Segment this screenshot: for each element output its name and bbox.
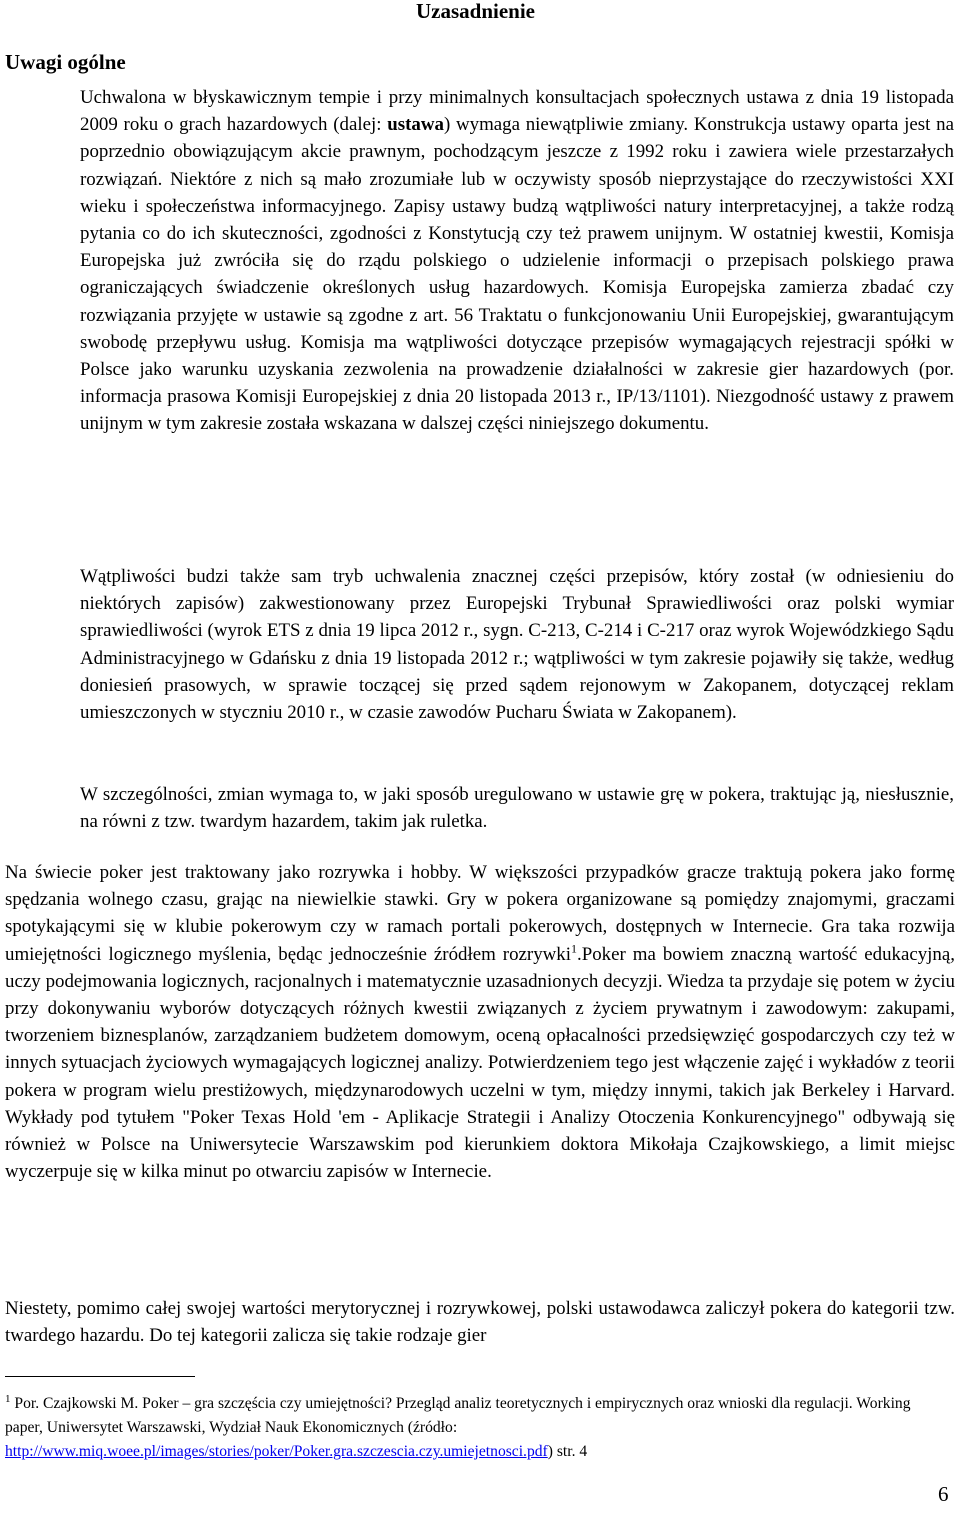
footnote-number: 1 xyxy=(5,1392,11,1405)
paragraph-1-text-b: ) wymaga niewątpliwie zmiany. Konstrukcja ustawy oparta jest na poprzednio obowiązującym akcie prawnym, pochodzącym jeszcze z 1992 roku i zawiera wiele przestarzałych rozwiązań. Niektóre z nich są mało zrozumiałe lub w oczywisty sposób nieprzystające do rzeczywistości XXI wieku i społeczeństwa informacyjnego. Zapisy ustawy budzą wątpliwości natury interpretacyjnej, a także rodzą pytania co do ich skuteczności, zgodności z Konstytucją czy też prawem unijnym. W ostatniej kwestii, Komisja Europejska już zwróciła się do rządu polskiego o udzielenie informacji o przepisach polskiego prawa ograniczających świadczenie określonych usług hazardowych. Komisja Europejska zamierza zbadać czy rozwiązania przyjęte w ustawie są zgodne z art. 56 Traktatu o funkcjonowaniu Unii Europejskiej, gwarantującym swobodę przepływu usług. Komisja ma wątpliwości dotyczące przepisów wymagających rejestracji spółki w Polsce jako warunku uzyskania zezwolenia na prowadzenie działalności w zakresie gier hazardowych (por. informacja prasowa Komisji Europejskiej z dnia 20 listopada 2013 r., IP/13/1101). Niezgodność ustawy z prawem unijnym w tym zakresie została wskazana w dalszej części niniejszego dokumentu. xyxy=(80,114,954,435)
paragraph-1 xyxy=(80,84,954,438)
page-number: 6 xyxy=(938,1482,949,1506)
paragraph-1-text-a: Uchwalona w błyskawicznym tempie i przy minimalnych konsultacjach społecznych ustawa z dnia 19 listopada 2009 roku o grach hazardowych (dalej: xyxy=(80,87,954,136)
paragraph-5: Niestety, pomimo całej swojej wartości merytorycznej i rozrywkowej, polski ustawodawca zaliczył pokera do kategorii tzw. twardego hazardu. Do tej kategorii zalicza się takie rodzaje gier xyxy=(5,1298,955,1347)
paragraph-4-text-b: .Poker ma bowiem znaczną wartość edukacyjną, uczy podejmowania logicznych, racjonalnych i matematycznie uzasadnionych decyzji. Wiedza ta przydaje się potem w życiu przy dokonywaniu wyborów dotyczących różnych kwestii związanych z życiem prywatnym i zawodowym: zakupami, tworzeniem biznesplanów, zarządzaniem budżetem domowym, oceną opłacalności przedsięwzięć gospodarczych czy też w innych sytuacjach życiowych wymagających logicznej analizy. Potwierdzeniem tego jest włączenie zajęć i wykładów z teorii pokera w program wielu prestiżowych, międzynarodowych uczelni w tym, między innymi, takich jak Berkeley i Harvard. Wykłady pod tytułem "Poker Texas Hold 'em - Aplikacje Strategii i Analizy Otoczenia Konkurencyjnego" odbywają się również w Polsce na Uniwersytecie Warszawskim pod kierunkiem doktora Mikołaja Czajkowskiego, a limit miejsc wyczerpuje się w kilka minut po otwarciu zapisów w Internecie. xyxy=(5,943,955,1183)
paragraph-1-bold-term: ustawa xyxy=(387,114,444,136)
footnote xyxy=(5,1392,945,1464)
section-title: Uzasadnienie xyxy=(416,0,536,23)
paragraph-3: W szczególności, zmian wymaga to, w jaki sposób uregulowano w ustawie grę w pokera, traktując ją, niesłusznie, na równi z tzw. twardym hazardem, takim jak ruletka. xyxy=(80,784,954,833)
footnote-divider xyxy=(5,1376,195,1377)
footnote-text-a: Por. Czajkowski M. Poker – gra szczęścia czy umiejętności? Przegląd analiz teoretycznych i empirycznych oraz wnioski dla regulacji. Working paper, Uniwersytet Warszawski, Wydział Nauk Ekonomicznych (źródło: xyxy=(5,1395,911,1436)
footnote-reference[interactable]: 1 xyxy=(570,941,577,956)
paragraph-2: Wątpliwości budzi także sam tryb uchwalenia znacznej części przepisów, który został (w odniesieniu do niektórych zapisów) zakwestionowany przez Europejski Trybunał Sprawiedliwości oraz polski wymiar sprawiedliwości (wyrok ETS z dnia 19 lipca 2012 r., sygn. C-213, C-214 i C-217 oraz wyrok Wojewódzkiego Sądu Administracyjnego w Gdańsku z dnia 19 listopada 2012 r.; wątpliwości w tym zakresie pojawiły się także, według doniesień prasowych, w sprawie toczącej się przed sądem rejonowym w Zakopanem, dotyczącej reklam umieszczonych w styczniu 2010 r., w czasie zawodów Pucharu Świata w Zakopanem). xyxy=(80,566,954,724)
paragraph-4 xyxy=(5,859,955,1185)
subsection-title: Uwagi ogólne xyxy=(5,50,126,74)
paragraph-4-text-a: Na świecie poker jest traktowany jako rozrywka i hobby. W większości przypadków gracze traktują pokera jako formę spędzania wolnego czasu, grając na niewielkie stawki. Gry w pokera organizowane są pomiędzy znajomymi, graczami spotykającymi się w klubie pokerowym czy w ramach portali pokerowych, dostępnych w Internecie. Gra taka rozwija umiejętności logicznego myślenia, będąc jednocześnie źródłem rozrywki xyxy=(5,862,955,965)
footnote-source-link[interactable]: http://www.miq.woee.pl/images/stories/poker/Poker.gra.szczescia.czy.umiejetnosci.pdf xyxy=(5,1443,548,1460)
footnote-text-b: ) str. 4 xyxy=(547,1443,588,1460)
